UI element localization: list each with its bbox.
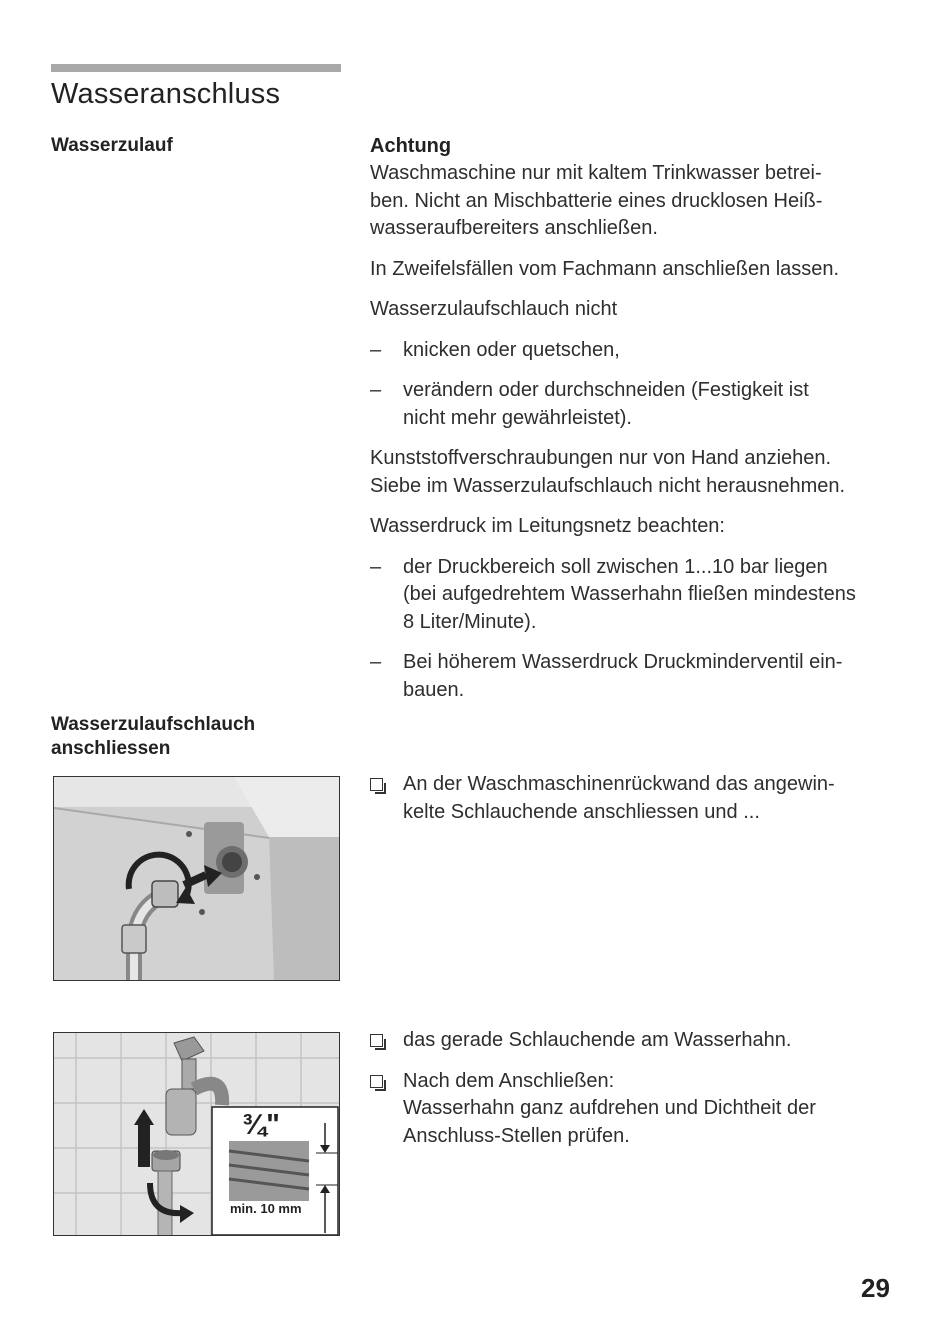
step-list-1	[370, 771, 910, 826]
figure-tap-connection	[53, 1032, 340, 1236]
checkbox-icon	[370, 778, 383, 791]
step-text: An der Waschmaschinenrückwand das angewin-	[403, 773, 835, 795]
step-text: das gerade Schlauchende am Wasserhahn.	[403, 1029, 792, 1051]
paragraph: Siebe im Wasserzulaufschlauch nicht herausnehmen.	[370, 474, 846, 497]
warning-text-line: ben. Nicht an Mischbatterie eines drucklosen Heiß-	[370, 189, 823, 212]
title-rule	[51, 64, 341, 72]
list-item-text: (bei aufgedrehtem Wasserhahn fließen mindestens	[403, 583, 856, 605]
step-text: Nach dem Anschließen:	[403, 1069, 615, 1092]
step-list-2	[370, 1027, 910, 1150]
checkbox-icon	[370, 1075, 383, 1088]
section-label-anschliessen	[51, 713, 255, 761]
machine-back-illustration	[54, 777, 340, 981]
list-item-text: 8 Liter/Minute).	[403, 610, 537, 633]
checkbox-icon	[370, 1034, 383, 1047]
list-item	[370, 337, 910, 365]
dash-marker: –	[370, 651, 382, 673]
step-item	[370, 1027, 910, 1055]
figure-machine-connection	[53, 776, 340, 981]
page-title: Wasseranschluss	[51, 78, 281, 110]
list-item-text: der Druckbereich soll zwischen 1...10 bar liegen	[403, 555, 828, 578]
section-label-wasserzulauf: Wasserzulauf	[51, 135, 173, 156]
list-item	[370, 649, 910, 704]
step-item	[370, 771, 910, 826]
list-item-text: Bei höherem Wasserdruck Druckminderventil ein-	[403, 651, 843, 673]
list-item-text: verändern oder durchschneiden (Festigkeit ist	[403, 379, 809, 401]
page-number: 29	[861, 1273, 890, 1303]
list-item-text: bauen.	[403, 678, 465, 701]
section-label-line: anschliessen	[51, 738, 171, 759]
list-item	[370, 377, 910, 432]
list-item-text: nicht mehr gewährleistet).	[403, 406, 632, 429]
min-length-label: min. 10 mm	[230, 1201, 302, 1216]
warning-text-line: Waschmaschine nur mit kaltem Trinkwasser betrei-	[370, 162, 822, 184]
paragraph: In Zweifelsfällen vom Fachmann anschließen lassen.	[370, 257, 840, 280]
list-item-text: knicken oder quetschen,	[403, 338, 620, 361]
paragraph: Wasserdruck im Leitungsnetz beachten:	[370, 515, 725, 537]
paragraph: Kunststoffverschraubungen nur von Hand anziehen.	[370, 447, 832, 469]
step-text: kelte Schlauchende anschliessen und ...	[403, 800, 760, 823]
section-label-line: Wasserzulaufschlauch	[51, 714, 256, 735]
warning-text-line: wasseraufbereiters anschließen.	[370, 217, 658, 239]
tap-illustration	[54, 1033, 340, 1236]
dash-marker: –	[370, 379, 382, 401]
thread-size-label: ¾"	[242, 1109, 280, 1141]
step-text: Wasserhahn ganz aufdrehen und Dichtheit der	[403, 1097, 816, 1119]
paragraph: Wasserzulaufschlauch nicht	[370, 298, 618, 320]
step-item	[370, 1068, 910, 1151]
section-wasserzulauf-content	[370, 133, 910, 704]
warning-heading: Achtung	[370, 135, 452, 157]
dash-marker: –	[370, 338, 382, 361]
step-text: Anschluss-Stellen prüfen.	[403, 1124, 630, 1147]
dash-marker: –	[370, 555, 382, 578]
list-item	[370, 554, 910, 637]
